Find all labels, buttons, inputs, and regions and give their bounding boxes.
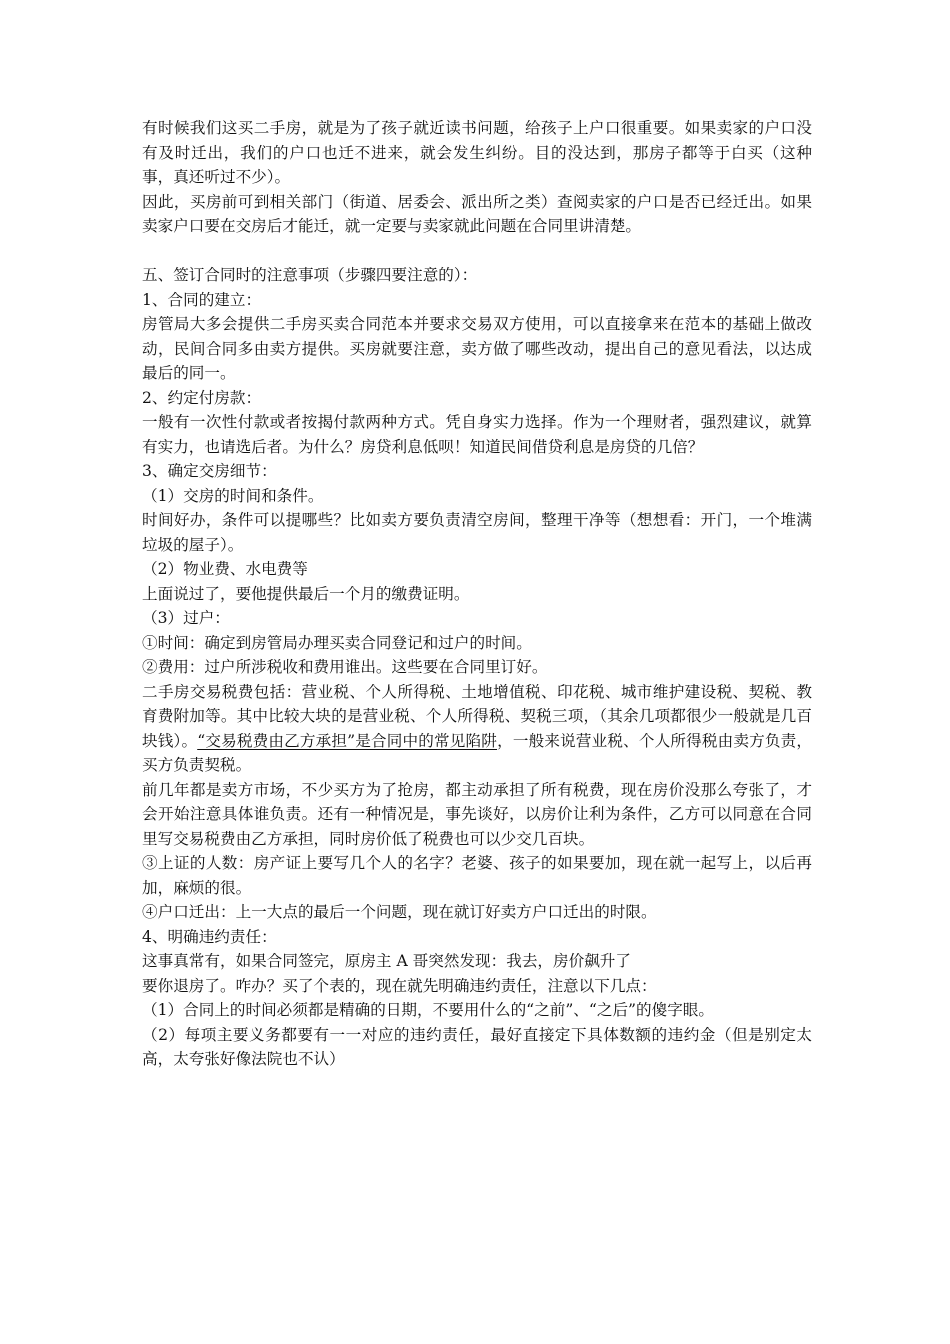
item-certificate-names: ③上证的人数：房产证上要写几个人的名字？老婆、孩子的如果要加，现在就一起写上，以后再加，麻烦的很。 [142,854,812,897]
subheading-handover-details: 3、确定交房细节： [142,462,277,480]
item-household-move-out: ④户口迁出：上一大点的最后一个问题，现在就订好卖方户口迁出的时限。 [142,903,657,921]
paragraph-household-registration: 有时候我们这买二手房，就是为了孩子就近读书问题，给孩子上户口很重要。如果卖家的户口没有及时迁出，我们的户口也迁不进来，就会发生纠纷。目的没达到，那房子都等于白买（这种事，真还听过不少）。 [142,119,812,186]
paragraph-payment-proof: 上面说过了，要他提供最后一个月的缴费证明。 [142,584,470,603]
subheading-payment: 2、约定付房款： [142,388,262,407]
paragraph-handover-conditions: 时间好办，条件可以提哪些？比如卖方要负责清空房间，整理干净等（想想看：开门，一个堆满垃圾的屋子）。 [142,511,812,554]
paragraph-tax-list [142,680,812,778]
paragraph-seller-market: 前几年都是卖方市场，不少买方为了抢房，都主动承担了所有税费，现在房价没那么夸张了，才会开始注意具体谁负责。还有一种情况是，事先谈好，以房价让利为条件，乙方可以同意在合同里写交易税费由乙方承担，同时房价低了税费也可以少交几百块。 [142,780,812,848]
document-page [142,116,812,1072]
item-transfer: （3）过户： [142,609,230,627]
paragraph-payment-methods: 一般有一次性付款或者按揭付款两种方式。凭自身实力选择。作为一个理财者，强烈建议，就算有实力，也请选后者。为什么？房贷利息低呗！知道民间借贷利息是房贷的几倍？ [142,413,812,456]
paragraph-check-household: 因此，买房前可到相关部门（街道、居委会、派出所之类）查阅卖家的户口是否已经迁出。如果卖家户口要在交房后才能迁，就一定要与卖家就此问题在合同里讲清楚。 [142,192,812,235]
item-handover-time-conditions: （1）交房的时间和条件。 [142,486,324,505]
item-liquidated-damages: （2）每项主要义务都要有一一对应的违约责任，最好直接定下具体数额的违约金（但是别定太高，太夸张好像法院也不认） [142,1025,812,1068]
section-heading-contract-notes: 五、签订合同时的注意事项（步骤四要注意的）： [142,266,478,284]
tax-responsibility-text: ，一般来说营业税、个人所得税由卖方负责，买方负责契税。 [142,731,812,774]
subheading-contract-establishment: 1、合同的建立： [142,290,262,309]
item-transfer-time: ①时间：确定到房管局办理买卖合同登记和过户的时间。 [142,633,532,652]
subheading-breach-liability: 4、明确违约责任： [142,927,277,946]
tax-list-text: 二手房交易税费包括：营业税、个人所得税、土地增值税、印花税、城市维护建设税、契税、教育费附加等。其中比较大块的是营业税、个人所得税、契税三项，（其余几项都很少一般就是几百块钱）。 [142,682,812,750]
paragraph-contract-template: 房管局大多会提供二手房买卖合同范本并要求交易双方使用，可以直接拿来在范本的基础上做改动，民间合同多由卖方提供。买房就要注意，卖方做了哪些改动，提出自己的意见看法，以达成最后的同一。 [142,315,812,382]
blank-line [142,239,812,264]
item-exact-dates: （1）合同上的时间必须都是精确的日期，不要用什么的“之前”、“之后”的傻字眼。 [142,1001,714,1019]
paragraph-price-surge: 这事真常有，如果合同签完，原房主 A 哥突然发现：我去，房价飙升了 [142,952,631,970]
item-transfer-fees: ②费用：过户所涉税收和费用谁出。这些要在合同里订好。 [142,658,548,676]
underlined-trap-warning: “交易税费由乙方承担”是合同中的常见陷阱 [197,731,498,750]
item-property-fees: （2）物业费、水电费等 [142,560,308,578]
paragraph-breach-points: 要你退房了。咋办？买了个表的，现在就先明确违约责任，注意以下几点： [142,976,657,995]
